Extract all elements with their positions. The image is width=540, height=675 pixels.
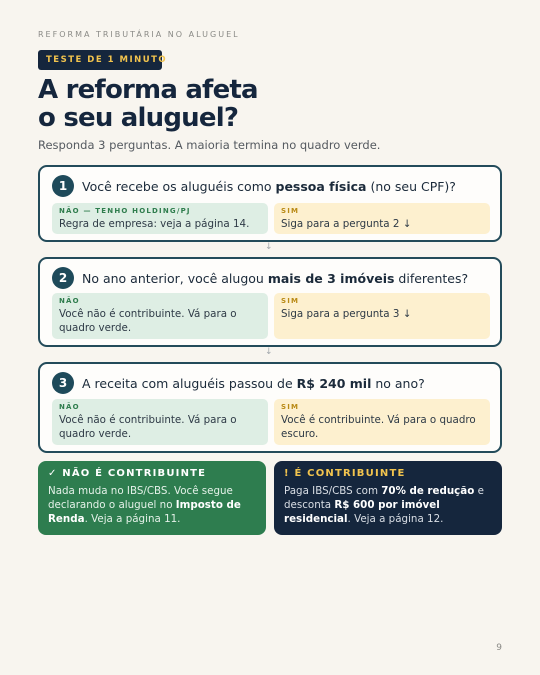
question-number: 1 (52, 175, 74, 197)
result-taxpayer (274, 461, 502, 535)
question-text: No ano anterior, você alugou mais de 3 imóveis diferentes? (82, 270, 469, 286)
answer-label: NÃO — TENHO HOLDING/PJ (59, 207, 191, 215)
title-line-2: o seu aluguel? (38, 103, 239, 133)
answer-text: Você não é contribuinte. Vá para o quadro verde. (59, 414, 237, 440)
answer-text: Você não é contribuinte. Vá para o quadro verde. (59, 308, 237, 334)
title-line-1: A reforma afeta (38, 75, 258, 105)
answer-no (52, 203, 268, 234)
page-title (38, 76, 258, 132)
answer-no (52, 399, 268, 445)
question-header (52, 267, 468, 289)
question-number: 3 (52, 372, 74, 394)
question-number: 2 (52, 267, 74, 289)
answer-text: Regra de empresa: veja a página 14. (59, 218, 250, 230)
answer-label: SIM (281, 297, 300, 305)
result-label: ✓ NÃO É CONTRIBUINTE (48, 468, 207, 479)
question-card-3 (38, 362, 502, 453)
answer-no (52, 293, 268, 339)
answer-label: SIM (281, 207, 300, 215)
question-card-1 (38, 165, 502, 242)
flow-arrow-icon: ↓ (265, 347, 273, 357)
question-card-2 (38, 257, 502, 347)
answer-label: SIM (281, 403, 300, 411)
test-badge: TESTE DE 1 MINUTO (38, 50, 162, 70)
answer-yes (274, 203, 490, 234)
answer-yes (274, 399, 490, 445)
section-kicker: REFORMA TRIBUTÁRIA NO ALUGUEL (38, 30, 240, 39)
answer-text: Você é contribuinte. Vá para o quadro escuro. (281, 414, 476, 440)
answer-text: Siga para a pergunta 2 ↓ (281, 218, 412, 230)
result-label: ! É CONTRIBUINTE (284, 468, 406, 479)
question-header (52, 372, 425, 394)
answer-text: Siga para a pergunta 3 ↓ (281, 308, 412, 320)
flow-arrow-icon: ↓ (265, 242, 273, 252)
answer-yes (274, 293, 490, 339)
answer-label: NÃO (59, 403, 80, 411)
answer-label: NÃO (59, 297, 80, 305)
question-header (52, 175, 456, 197)
question-text: A receita com aluguéis passou de R$ 240 mil no ano? (82, 375, 425, 391)
result-text: Paga IBS/CBS com 70% de redução e desconta R$ 600 por imóvel residencial. Veja a página 12. (284, 485, 484, 525)
result-text: Nada muda no IBS/CBS. Você segue declarando o aluguel no Imposto de Renda. Veja a página 11. (48, 485, 241, 525)
page-subtitle: Responda 3 perguntas. A maioria termina no quadro verde. (38, 138, 381, 152)
question-text: Você recebe os aluguéis como pessoa física (no seu CPF)? (82, 178, 456, 194)
page-number: 9 (496, 643, 502, 653)
result-not-taxpayer (38, 461, 266, 535)
